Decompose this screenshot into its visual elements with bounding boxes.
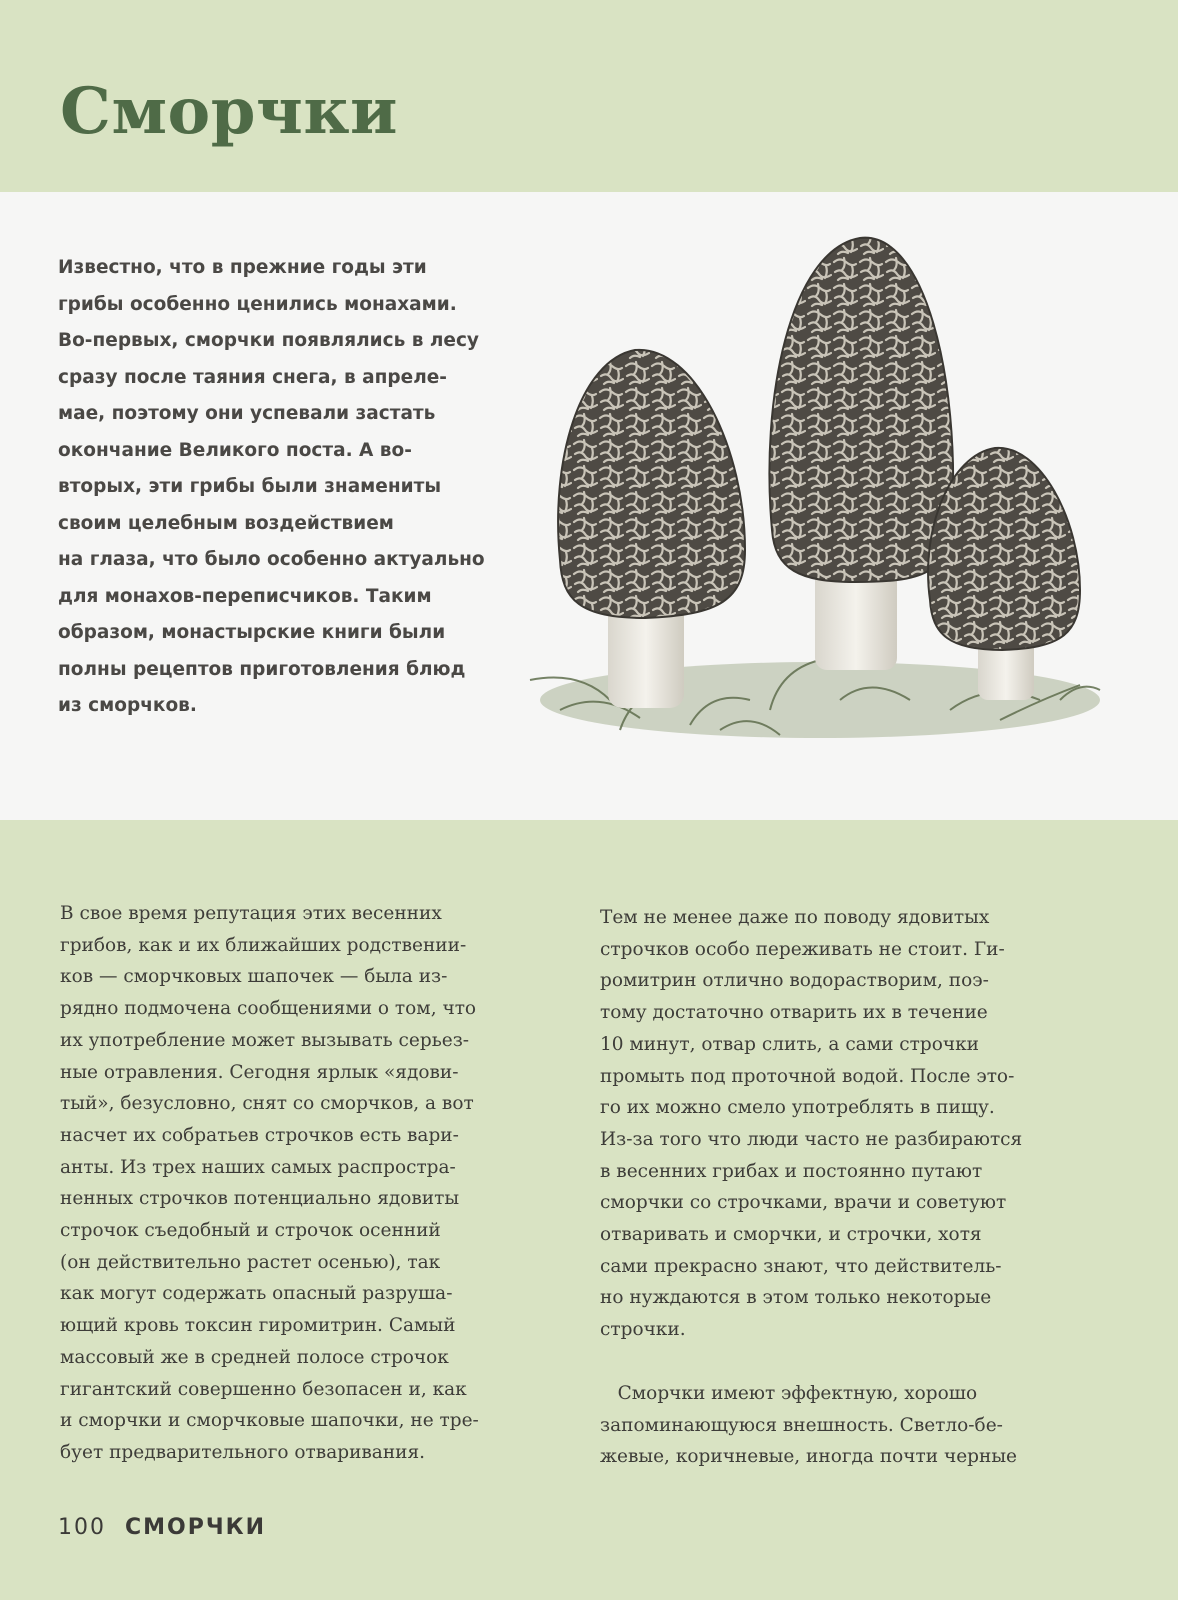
- text-line: (он действительно растет осенью), так: [60, 1251, 441, 1273]
- text-line: ющий кровь токсин гиромитрин. Самый: [60, 1315, 456, 1337]
- paragraph-gap: [600, 1346, 1100, 1378]
- text-line: отваривать и сморчки, и строчки, хотя: [600, 1224, 982, 1246]
- text-line: сами прекрасно знают, что действитель-: [600, 1255, 1002, 1277]
- text-line: но нуждаются в этом только некоторые: [600, 1287, 992, 1309]
- text-line: Из-за того что люди часто не разбираются: [600, 1128, 1023, 1150]
- text-line: ненных строчков потенциально ядовиты: [60, 1188, 460, 1210]
- text-line: насчет их собратьев строчков есть вари-: [60, 1124, 459, 1146]
- text-line: анты. Из трех наших самых распростра-: [60, 1156, 456, 1178]
- text-line: ков — сморчковых шапочек — была из-: [60, 966, 448, 988]
- text-line: жевые, коричневые, иногда почти черные: [600, 1446, 1018, 1468]
- intro-line: из сморчков.: [58, 695, 197, 716]
- text-line: грибов, как и их ближайших родствении-: [60, 934, 467, 956]
- intro-line: грибы особенно ценились монахами.: [58, 293, 457, 315]
- left-column-text: [60, 898, 560, 1469]
- page-footer: [58, 1515, 266, 1540]
- morel-cap-left: [558, 350, 745, 618]
- text-line: рядно подмочена сообщениями о том, что: [60, 998, 477, 1020]
- text-line: ромитрин отлично водорастворим, поэ-: [600, 970, 989, 992]
- text-line: в весенних грибах и постоянно путают: [600, 1160, 983, 1182]
- intro-line: своим целебным воздействием: [58, 512, 394, 534]
- intro-line: сразу после таяния снега, в апреле-: [58, 366, 447, 388]
- text-line: бует предварительного отваривания.: [60, 1441, 426, 1463]
- right-column-text: [600, 902, 1100, 1473]
- intro-paragraph: [58, 250, 526, 725]
- intro-line: вторых, эти грибы были знамениты: [58, 476, 442, 497]
- section-name: СМОРЧКИ: [125, 1515, 267, 1540]
- text-line: строчок съедобный и строчок осенний: [60, 1220, 441, 1242]
- text-line: промыть под проточной водой. После это-: [600, 1065, 1015, 1087]
- text-line: гигантский совершенно безопасен и, как: [60, 1378, 467, 1400]
- intro-line: окончание Великого поста. А во-: [58, 439, 412, 461]
- intro-line: для монахов-переписчиков. Таким: [58, 585, 432, 607]
- intro-line: мае, поэтому они успевали застать: [58, 403, 436, 424]
- text-line: их употребление может вызывать серьез-: [60, 1029, 470, 1051]
- text-line: 10 минут, отвар слить, а сами строчки: [600, 1033, 980, 1055]
- intro-line: полны рецептов приготовления блюд: [58, 658, 466, 680]
- morel-cap-middle: [769, 238, 953, 582]
- text-line: строчков особо переживать не стоит. Ги-: [600, 938, 1005, 960]
- text-line: тому достаточно отварить их в течение: [600, 1002, 988, 1024]
- page-number: 100: [58, 1515, 106, 1540]
- text-line: массовый же в средней полосе строчок: [60, 1346, 449, 1368]
- text-line: как могут содержать опасный разруша-: [60, 1283, 453, 1305]
- text-line: тый», безусловно, снят со сморчков, а вот: [60, 1093, 474, 1115]
- text-line: ные отравления. Сегодня ярлык «ядови-: [60, 1061, 459, 1083]
- text-line: запоминающуюся внешность. Светло-бе-: [600, 1414, 1003, 1436]
- text-line: сморчки со строчками, врачи и советуют: [600, 1192, 1007, 1214]
- text-line: Тем не менее даже по поводу ядовитых: [600, 907, 990, 928]
- intro-line: на глаза, что было особенно актуально: [58, 549, 485, 570]
- text-line: В свое время репутация этих весенних: [60, 903, 442, 924]
- intro-line: образом, монастырские книги были: [58, 622, 446, 643]
- morel-mushrooms-illustration: [520, 230, 1110, 770]
- page-title: Сморчки: [60, 74, 398, 149]
- intro-line: Во-первых, сморчки появлялись в лесу: [58, 330, 479, 351]
- text-line: строчки.: [600, 1319, 686, 1341]
- text-line: го их можно смело употреблять в пищу.: [600, 1097, 995, 1119]
- intro-line: Известно, что в прежние годы эти: [58, 257, 427, 278]
- text-line: и сморчки и сморчковые шапочки, не тре-: [60, 1410, 479, 1432]
- text-line: Сморчки имеют эффектную, хорошо: [600, 1382, 978, 1404]
